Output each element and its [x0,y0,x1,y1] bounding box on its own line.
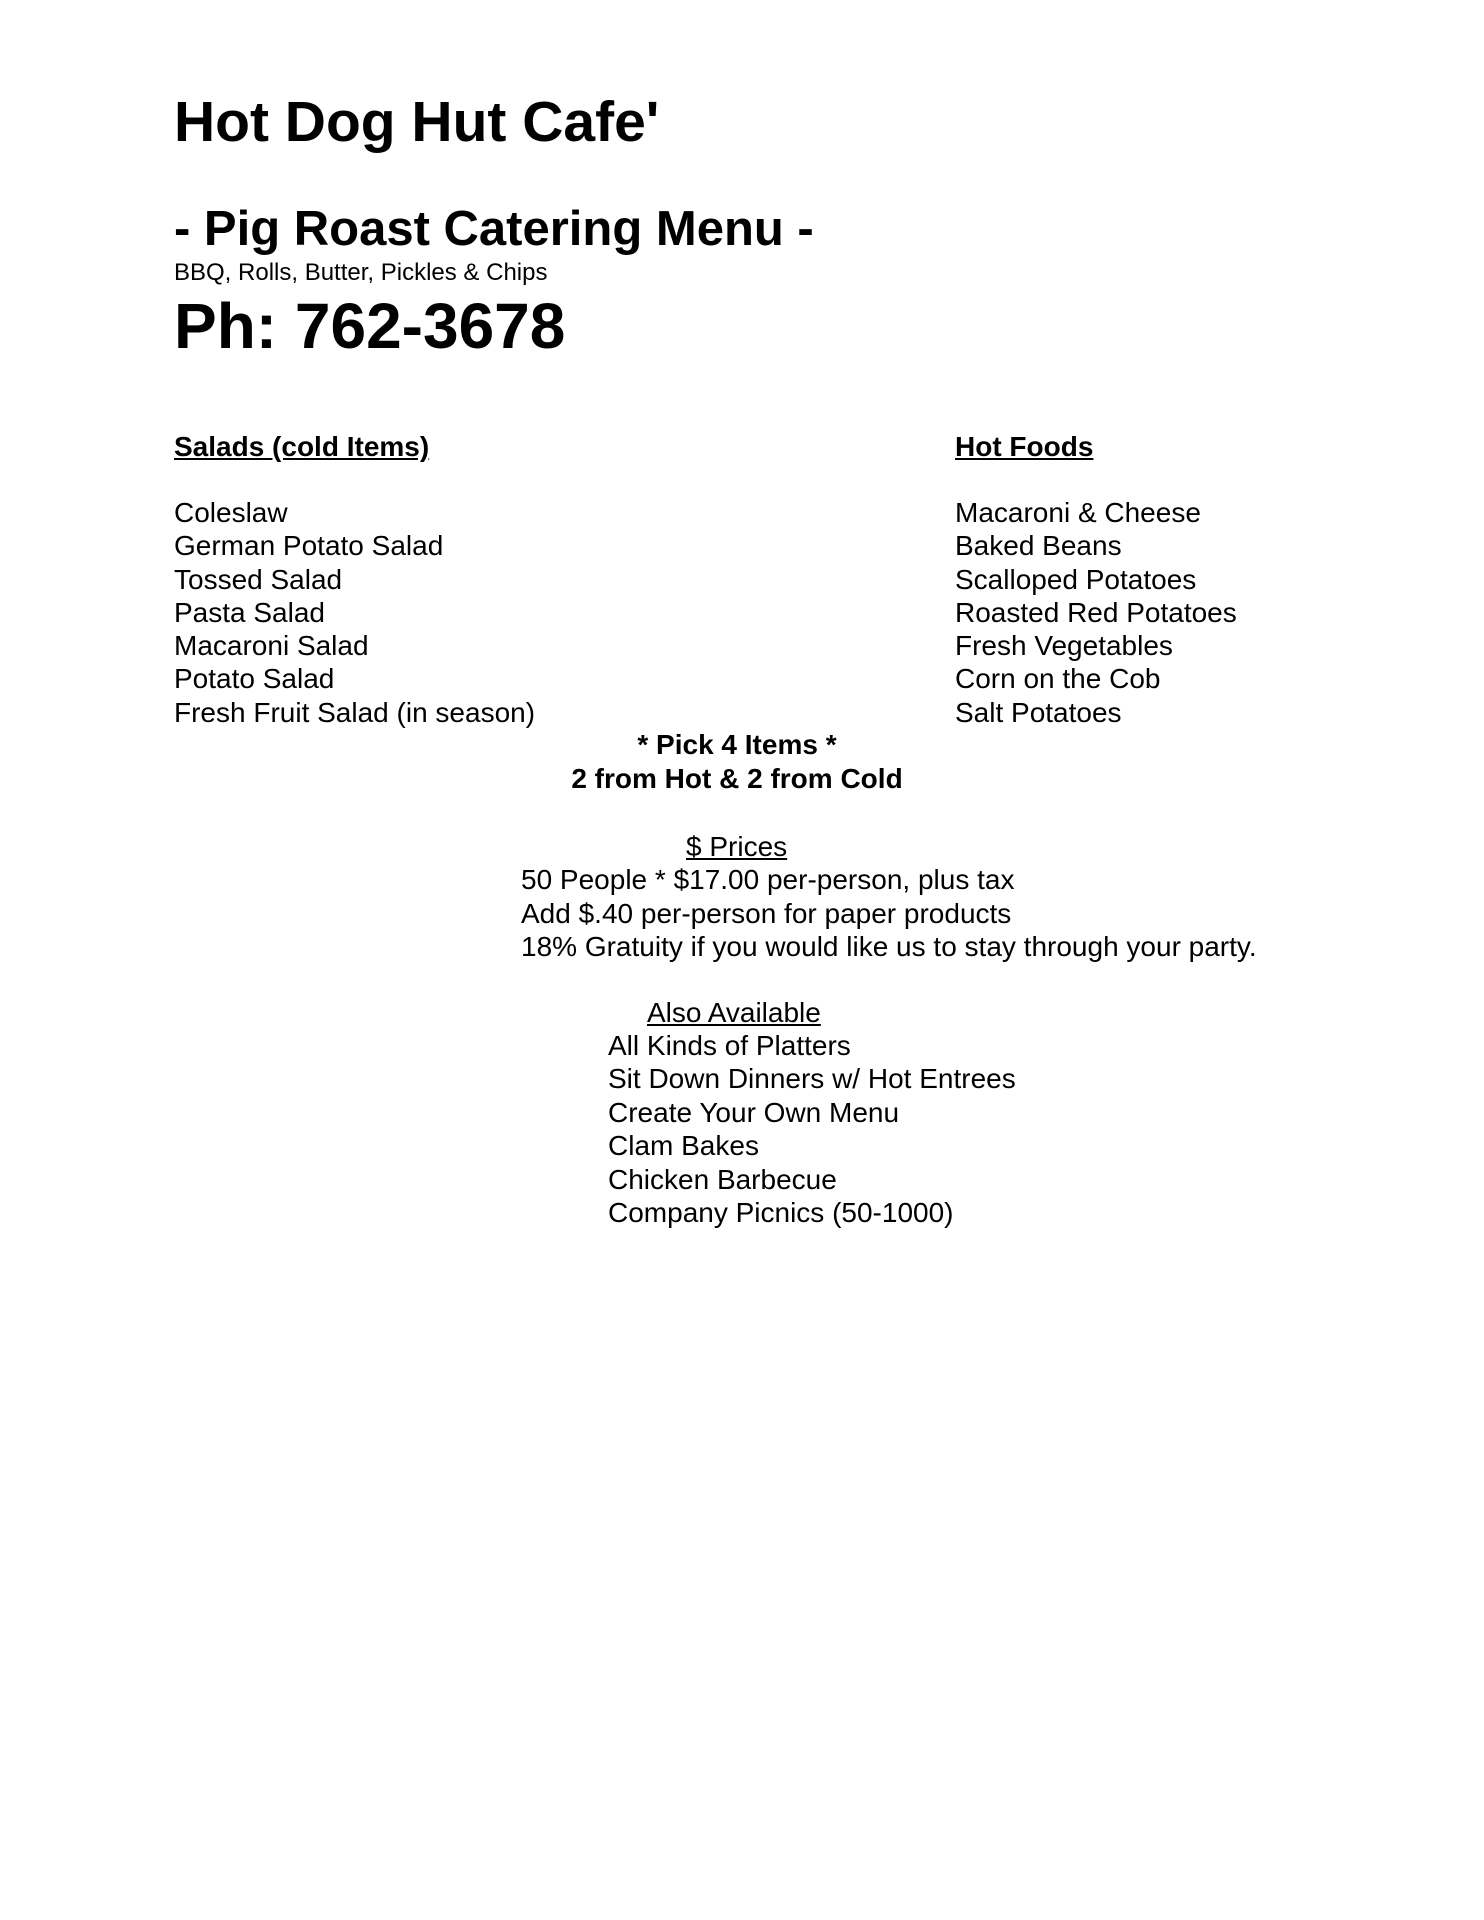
also-available-item: Chicken Barbecue [608,1163,837,1195]
salads-list [174,496,535,729]
price-line: Add $.40 per-person for paper products [521,897,1012,929]
price-line: 50 People * $17.00 per-person, plus tax [521,864,1015,895]
also-available-heading: Also Available [647,997,821,1028]
hot-food-item: Corn on the Cob [955,663,1161,695]
also-available-item: Clam Bakes [608,1130,759,1162]
salad-item: Fresh Fruit Salad (in season) [174,696,536,728]
hot-food-item: Macaroni & Cheese [955,497,1201,528]
also-available-item: Create Your Own Menu [608,1096,900,1128]
hot-food-item: Fresh Vegetables [955,630,1173,662]
also-available-item: Company Picnics (50-1000) [608,1197,954,1229]
also-available-item: All Kinds of Platters [608,1030,851,1061]
salad-item: Coleslaw [174,497,288,528]
price-line: 18% Gratuity if you would like us to stay through your party. [521,931,1257,962]
hot-food-item: Roasted Red Potatoes [955,596,1237,628]
menu-subtitle: - Pig Roast Catering Menu - [174,202,814,256]
pick-line-1: * Pick 4 Items * [637,729,837,760]
page-title: Hot Dog Hut Cafe' [174,90,660,154]
salad-item: Pasta Salad [174,596,325,628]
hot-food-item: Baked Beans [955,530,1122,562]
salad-item: Macaroni Salad [174,630,369,662]
pick-instructions [0,728,1474,795]
salad-item: Tossed Salad [174,563,343,595]
hot-food-item: Salt Potatoes [955,696,1122,728]
hot-foods-heading: Hot Foods [955,431,1094,462]
salad-item: German Potato Salad [174,530,444,562]
pick-line-2: 2 from Hot & 2 from Cold [571,762,903,794]
prices-list [521,863,1257,964]
also-available-item: Sit Down Dinners w/ Hot Entrees [608,1063,1016,1095]
also-available-list [608,1029,1016,1229]
salad-item: Potato Salad [174,663,335,695]
salads-heading: Salads (cold Items) [174,431,430,462]
prices-heading: $ Prices [686,831,788,862]
includes-line: BBQ, Rolls, Butter, Pickles & Chips [174,259,548,286]
hot-foods-list [955,496,1237,729]
phone-number: Ph: 762-3678 [174,290,566,362]
hot-food-item: Scalloped Potatoes [955,563,1197,595]
